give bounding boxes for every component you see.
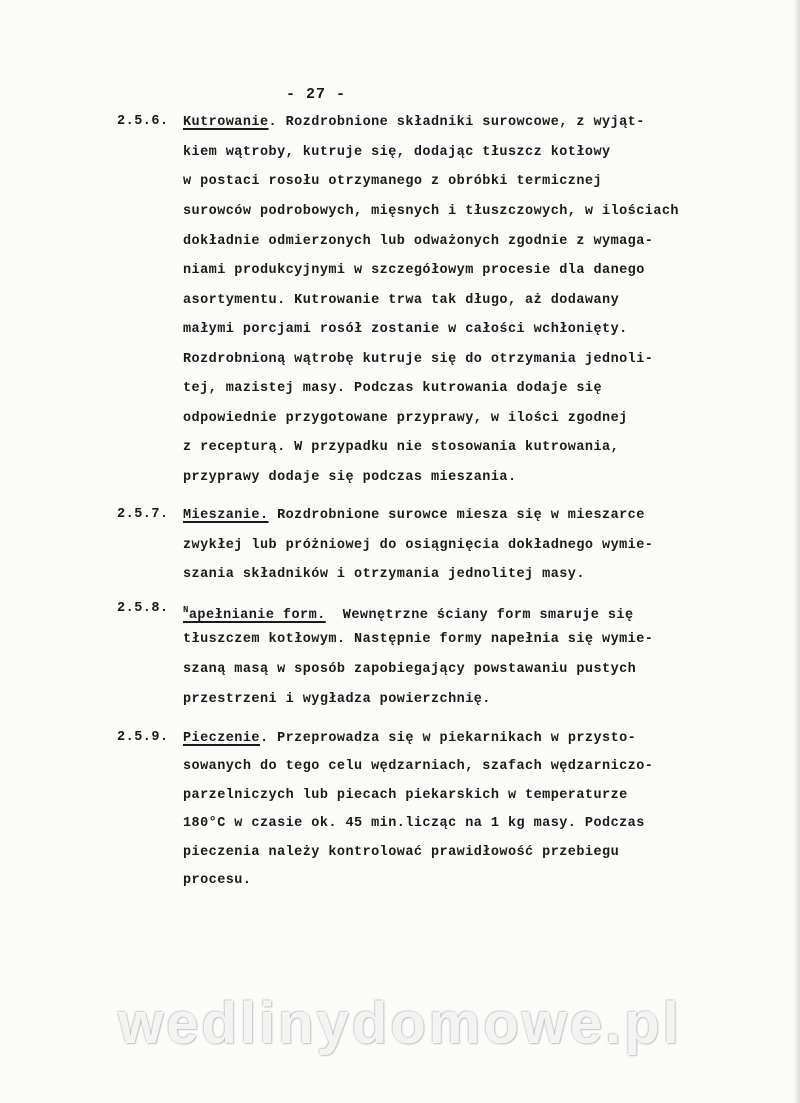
section-first-line — [183, 114, 645, 132]
text-line: tłuszczem kotłowym. Następnie formy napełnia się wymie- — [183, 632, 654, 647]
text-line: parzelniczych lub piecach piekarskich w temperaturze — [183, 788, 628, 803]
text-line: przestrzeni i wygładza powierzchnię. — [183, 692, 491, 707]
title-superscript: N — [183, 605, 189, 615]
section-title: Kutrowanie — [183, 115, 269, 130]
section-number: 2.5.9. — [117, 730, 169, 745]
section-first-line-text: Rozdrobnione surowce miesza się w mieszarce — [268, 508, 645, 523]
text-line: procesu. — [183, 873, 252, 888]
page-number: - 27 - — [286, 86, 347, 103]
text-line: dokładnie odmierzonych lub odważonych zgodnie z wymaga- — [183, 234, 654, 249]
text-line: szania składników i otrzymania jednolitej masy. — [183, 567, 585, 582]
section-first-line — [183, 507, 645, 525]
section-number: 2.5.7. — [117, 507, 169, 522]
text-line: kiem wątroby, kutruje się, dodając tłuszcz kotłowy — [183, 145, 611, 160]
section-number: 2.5.8. — [117, 601, 169, 616]
section-title: Mieszanie. — [183, 508, 269, 523]
section-first-line-text: . Rozdrobnione składniki surowcowe, z wyjąt- — [268, 115, 645, 130]
text-line: sowanych do tego celu wędzarniach, szafach wędzarniczo- — [183, 759, 654, 774]
section-title-text: apełnianie form. — [188, 608, 326, 623]
section-first-line-text: . Przeprowadza się w piekarnikach w przysto- — [259, 731, 637, 746]
text-line: szaną masą w sposób zapobiegający powstawaniu pustych — [183, 662, 637, 677]
text-line: pieczenia należy kontrolować prawidłowość przebiegu — [183, 845, 620, 860]
text-line: małymi porcjami rosół zostanie w całości wchłonięty. — [183, 322, 628, 337]
scan-edge-shadow — [794, 0, 800, 1103]
section-first-line — [183, 730, 636, 748]
text-line: zwykłej lub próżniowej do osiągnięcia dokładnego wymie- — [183, 538, 654, 553]
text-line: przyprawy dodaje się podczas mieszania. — [183, 470, 517, 485]
watermark: wedlinydomowe.pl — [118, 991, 682, 1056]
text-line: odpowiednie przygotowane przyprawy, w ilości zgodnej — [183, 411, 628, 426]
text-line: z recepturą. W przypadku nie stosowania kutrowania, — [183, 440, 620, 455]
text-line: surowców podrobowych, mięsnych i tłuszczowych, w ilościach — [183, 204, 679, 219]
text-line: asortymentu. Kutrowanie trwa tak długo, aż dodawany — [183, 293, 620, 308]
text-line: Rozdrobnioną wątrobę kutruje się do otrzymania jednoli- — [183, 352, 654, 367]
text-line: tej, mazistej masy. Podczas kutrowania dodaje się — [183, 381, 603, 396]
text-line: 180°C w czasie ok. 45 min.licząc na 1 kg masy. Podczas — [183, 816, 645, 831]
section-number: 2.5.6. — [117, 114, 169, 129]
section-first-line-text: Wewnętrzne ściany form smaruje się — [325, 608, 634, 623]
text-line: w postaci rosołu otrzymanego z obróbki termicznej — [183, 174, 603, 189]
section-first-line — [183, 601, 634, 623]
section-title — [183, 605, 326, 623]
text-line: niami produkcyjnymi w szczegółowym procesie dla danego — [183, 263, 645, 278]
section-title: Pieczenie — [183, 731, 260, 746]
